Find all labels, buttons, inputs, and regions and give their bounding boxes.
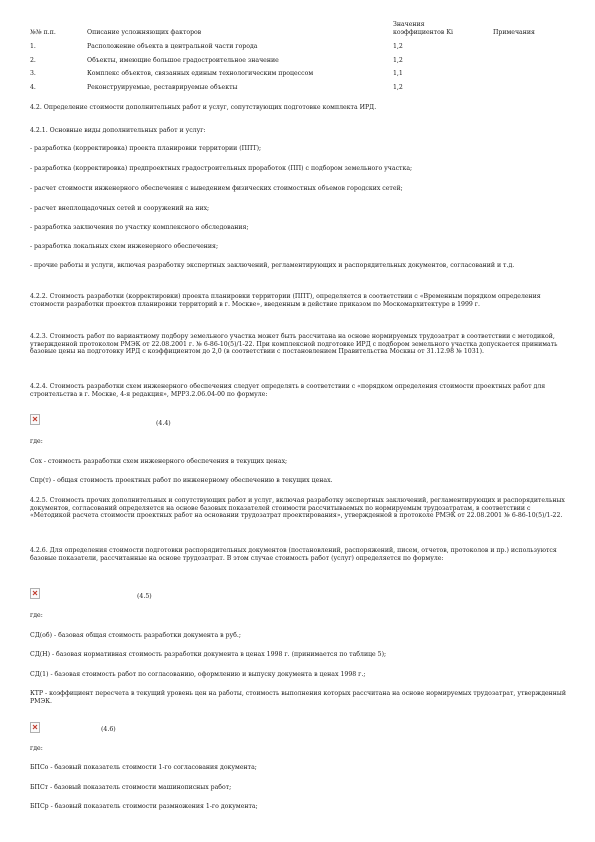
definition: БПСр - базовый показатель стоимости размножения 1-го документа;: [30, 803, 258, 810]
list-item: - расчет внеплощадочных сетей и сооружений на них;: [30, 205, 210, 212]
row-number: 1.: [30, 43, 36, 50]
paragraph-4-2-4: 4.2.4. Стоимость разработки схем инженерного обеспечения следует определять в соответствии с «порядком определения стоимости проектных работ для строительства в г. Москве, 4-я редакция», МРР3.2.06.04-00 по формуле:: [30, 383, 546, 398]
paragraph-4-2-3: 4.2.3. Стоимость работ по вариантному подбору земельного участка может быть рассчитана на основе нормируемых трудозатрат в соответствии с методикой, утвержденной протоколом РМЭК от 22.08.2001 г. № 6-86-10(5)/1-22. При комплексной подготовке ИРД с подбором земельного участка допускается принимать базовые цены на подготовку ИРД с коэффициентом до 2,0 (в соответствии с постановлением Правительства Москвы от 31.12.98 № 1031).: [30, 333, 558, 356]
row-description: Реконструируемые, реставрируемые объекты: [87, 84, 238, 92]
row-description: Расположение объекта в центральной части города: [87, 43, 258, 50]
row-number: 4.: [30, 84, 36, 92]
header-description: Описание усложняющих факторов: [87, 29, 202, 36]
paragraph-4-2-2: 4.2.2. Стоимость разработки (корректировки) проекта планировки территории (ППТ), определяется в соответствии с «Временным порядком определения стоимости разработки проектов планировки территорий в г. Москве», введенным в действие приказом по Москомархитектуре в 1999 г.: [30, 293, 541, 308]
table-row: [30, 57, 575, 71]
row-coefficient: 1,2: [393, 84, 403, 92]
definition: БПСо - базовый показатель стоимости 1-го согласования документа;: [30, 764, 257, 771]
row-number: 2.: [30, 56, 36, 64]
header-notes: Примечания: [493, 29, 535, 36]
formula-number: (4.6): [101, 726, 116, 733]
list-item: - разработка заключения по участку комплексного обследования;: [30, 224, 249, 231]
row-coefficient: 1,1: [393, 70, 403, 78]
factors-table: [30, 21, 575, 98]
table-row: [30, 43, 575, 57]
table-header: [30, 21, 575, 43]
broken-image-icon: [30, 722, 40, 733]
list-item: - разработка (корректировка) проекта планировки территории (ППТ);: [30, 145, 262, 152]
definition: КТР - коэффициент пересчета в текущий уровень цен на работы, стоимость выполнения которых рассчитана на основе нормируемых трудозатрат, утвержденный РМЭК.: [30, 690, 566, 705]
paragraph-4-2-6: 4.2.6. Для определения стоимости подготовки распорядительных документов (постановлений, распоряжений, писем, отчетов, протоколов и пр.) используются базовые показатели, рассчитанные на основе трудозатрат. В этом случае стоимость работ (услуг) определяется по формуле:: [30, 547, 557, 562]
definition: СД(Н) - базовая нормативная стоимость разработки документа в ценах 1998 г. (принимается по таблице 5);: [30, 651, 387, 658]
table-row: [30, 70, 575, 84]
formula-number: (4.4): [156, 420, 171, 427]
definition: БПСт - базовый показатель стоимости машинописных работ;: [30, 784, 232, 791]
section-heading-4-2: 4.2. Определение стоимости дополнительных работ и услуг, сопутствующих подготовке комплекта ИРД.: [30, 104, 377, 111]
definition: Спр(т) - общая стоимость проектных работ по инженерному обеспечению в текущих ценах.: [30, 477, 333, 484]
list-item: - разработка (корректировка) предпроектных градостроительных проработок (ПП) с подбором земельного участка;: [30, 165, 413, 172]
paragraph-4-2-5: 4.2.5. Стоимость прочих дополнительных и сопутствующих работ и услуг, включая разработку экспертных заключений, регламентирующих и распорядительных документов, согласований определяется на основе базовых показателей стоимости рассчитываемых по нормируемым трудозатратам, в соответствии с «Методикой расчета стоимости проектных работ на основании трудозатрат проектирования», утвержденной в протоколе РМЭК от 22.08.2001 № 6-86-10(5)/1-22.: [30, 497, 565, 520]
broken-image-icon: [30, 414, 40, 425]
row-description: Комплекс объектов, связанных единым технологическим процессом: [87, 70, 314, 78]
list-item: - прочие работы и услуги, включая разработку экспертных заключений, регламентирующих и распорядительных документов, согласований и т.д.: [30, 262, 515, 269]
formula-number: (4.5): [137, 593, 152, 600]
definition: Сох - стоимость разработки схем инженерного обеспечения в текущих ценах;: [30, 458, 288, 465]
list-item: - разработка локальных схем инженерного обеспечения;: [30, 243, 219, 250]
row-description: Объекты, имеющие большое градостроительное значение: [87, 56, 279, 64]
where-label: где:: [30, 745, 43, 752]
where-label: где:: [30, 438, 43, 445]
header-coefficient: Значения коэффициентов Ki: [393, 21, 453, 36]
definition: СД(1) - базовая стоимость работ по согласованию, оформлению и выпуску документа в ценах 1998 г.;: [30, 671, 366, 678]
row-coefficient: 1,2: [393, 56, 403, 64]
table-row: [30, 84, 575, 98]
definition: СД(об) - базовая общая стоимость разработки документа в руб.;: [30, 632, 241, 639]
row-number: 3.: [30, 70, 36, 78]
where-label: где:: [30, 612, 43, 619]
broken-image-icon: [30, 588, 40, 599]
header-number: №№ п.п.: [30, 29, 56, 36]
row-coefficient: 1,2: [393, 43, 403, 50]
subsection-4-2-1: 4.2.1. Основные виды дополнительных работ и услуг:: [30, 127, 206, 134]
list-item: - расчет стоимости инженерного обеспечения с выведением физических стоимостных объемов городских сетей;: [30, 185, 403, 192]
